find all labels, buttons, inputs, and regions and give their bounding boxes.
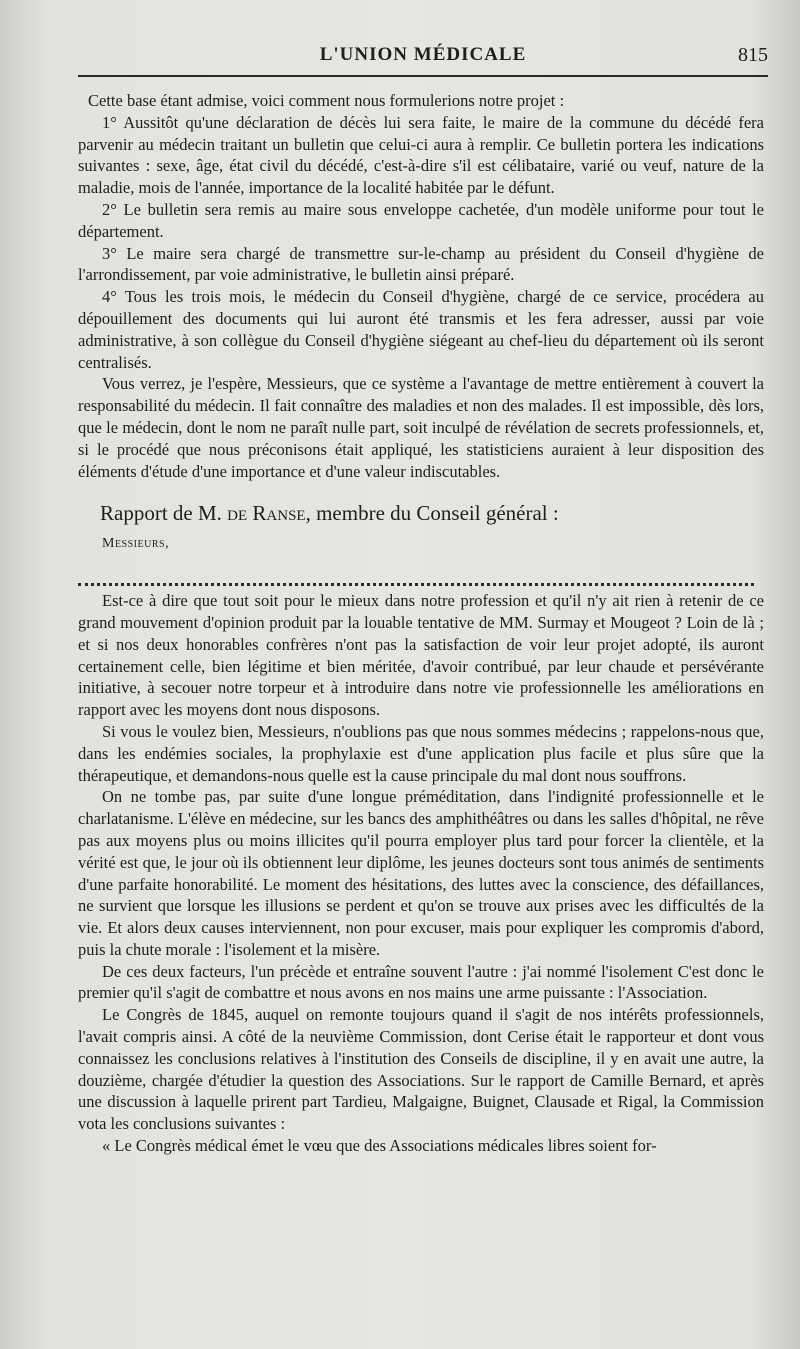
report-paragraph-1: Est-ce à dire que tout soit pour le mieux dans notre profession et qu'il n'y ait rien à retenir de ce grand mouvement d'opinion produit par la louable tentative de MM. Surmay et Mougeot ? Loin de là ; et si nos deux honorables confrères n'ont pas la satisfaction de voir leur projet adopté, ils auront certainement celle, bien légitime et bien méritée, d'avoir contribué, par leur chaude et persévérante initiative, à secouer notre torpeur et à introduire dans notre vie professionnelle les améliorations en rapport avec les moyens dont nous disposons. xyxy=(78,591,764,720)
paragraph-item-4: 4° Tous les trois mois, le médecin du Conseil d'hygiène, chargé de ce service, procédera au dépouillement des documents qui lui auront été transmis et les fera adresser, aussi par voie administrative, à son collègue du Conseil d'hygiène siégeant au chef-lieu du département où ils seront centralisés. xyxy=(78,287,764,372)
report-paragraph-5: Le Congrès de 1845, auquel on remonte toujours quand il s'agit de nos intérêts professionnels, l'avait compris ainsi. A côté de la neuvième Commission, dont Cerise était le rapporteur et dont vous connaissez les conclusions relatives à l'institution des Conseils de discipline, il y en avait une autre, la douzième, chargée d'étudier la question des Associations. Sur le rapport de Camille Bernard, et après une discussion à laquelle prirent part Tardieu, Malgaigne, Buignet, Clausade et Rigal, la Commission vota les conclusions suivantes : xyxy=(78,1005,764,1134)
page-header xyxy=(78,44,768,72)
text-body xyxy=(78,90,764,1157)
report-paragraph-6: « Le Congrès médical émet le vœu que des Associations médicales libres soient for- xyxy=(102,1136,657,1156)
section-heading xyxy=(78,499,764,527)
section-heading-de: de xyxy=(227,501,248,526)
paragraph-item-2: 2° Le bulletin sera remis au maire sous enveloppe cachetée, d'un modèle uniforme pour tout le département. xyxy=(78,199,764,241)
paragraph-item-1: 1° Aussitôt qu'une déclaration de décès lui sera faite, le maire de la commune du décédé fera parvenir au médecin traitant un bulletin que celui-ci aura à remplir. Ce bulletin portera les indications suivantes : sexe, âge, état civil du décédé, c'est-à-dire s'il est célibataire, varié ou veuf, nature de la maladie, mois de l'année, importance de la localité habitée par le défunt. xyxy=(78,112,764,198)
paragraph-item-3: 3° Le maire sera chargé de transmettre sur-le-champ au président du Conseil d'hygiène de l'arrondissement, par voie administrative, le bulletin ainsi préparé. xyxy=(78,243,764,285)
report-paragraph-2: Si vous le voulez bien, Messieurs, n'oublions pas que nous sommes médecins ; rappelons-nous que, dans les endémies sociales, la prophylaxie est d'une application plus facile et plus sûre que la thérapeutique, et demandons-nous quelle est la cause principale du mal dont nous souffrons. xyxy=(78,721,764,785)
section-heading-prefix: Rapport de M. xyxy=(100,501,222,526)
salutation: Messieurs, xyxy=(102,536,170,552)
report-paragraph-3: On ne tombe pas, par suite d'une longue préméditation, dans l'indignité professionnelle et le charlatanisme. L'élève en médecine, sur les bancs des amphithéâtres ou dans les salles d'hôpital, ne rêve pas aux moyens plus ou moins illicites qu'il pourra employer plus tard pour forcer la clientèle, et la vérité est que, le jour où ils obtiennent leur diplôme, les jeunes docteurs sont tous animés de sentiments d'une parfaite honorabilité. Le moment des hésitations, des luttes avec la conscience, des défaillances, ne survient que lorsque les illusions se perdent et qu'on se trouve aux prises avec les difficultés de la vie. Et alors deux causes interviennent, non pour excuser, mais pour expliquer les compromis d'abord, puis la chute morale : l'isolement et la misère. xyxy=(78,787,764,959)
header-rule xyxy=(78,75,768,77)
section-heading-suffix: , membre du Conseil général : xyxy=(305,501,559,526)
dotted-separator xyxy=(78,567,754,586)
report-paragraph-4: De ces deux facteurs, l'un précède et entraîne souvent l'autre : j'ai nommé l'isolement C'est donc le premier qu'il s'agit de combattre et nous avons en nos mains une arme puissante : l'Association. xyxy=(78,961,764,1003)
paragraph-intro-1: Cette base étant admise, voici comment nous formulerions notre projet : xyxy=(88,91,565,110)
paragraph-conclusion: Vous verrez, je l'espère, Messieurs, que ce système a l'avantage de mettre entièrement à couvert la responsabilité du médecin. Il fait connaître des maladies et non des malades. Il est impossible, dès lors, que le médecin, dont le nom ne paraît nulle part, soit inculpé de révélation de secrets professionnels, et, si le procédé que nous préconisons était appliqué, les statisticiens auraient à leur disposition des éléments d'étude d'une importance et d'une valeur indiscutables. xyxy=(78,374,764,481)
page-number: 815 xyxy=(738,44,768,66)
section-heading-name: Ranse xyxy=(252,501,306,526)
running-title: L'UNION MÉDICALE xyxy=(319,44,527,65)
